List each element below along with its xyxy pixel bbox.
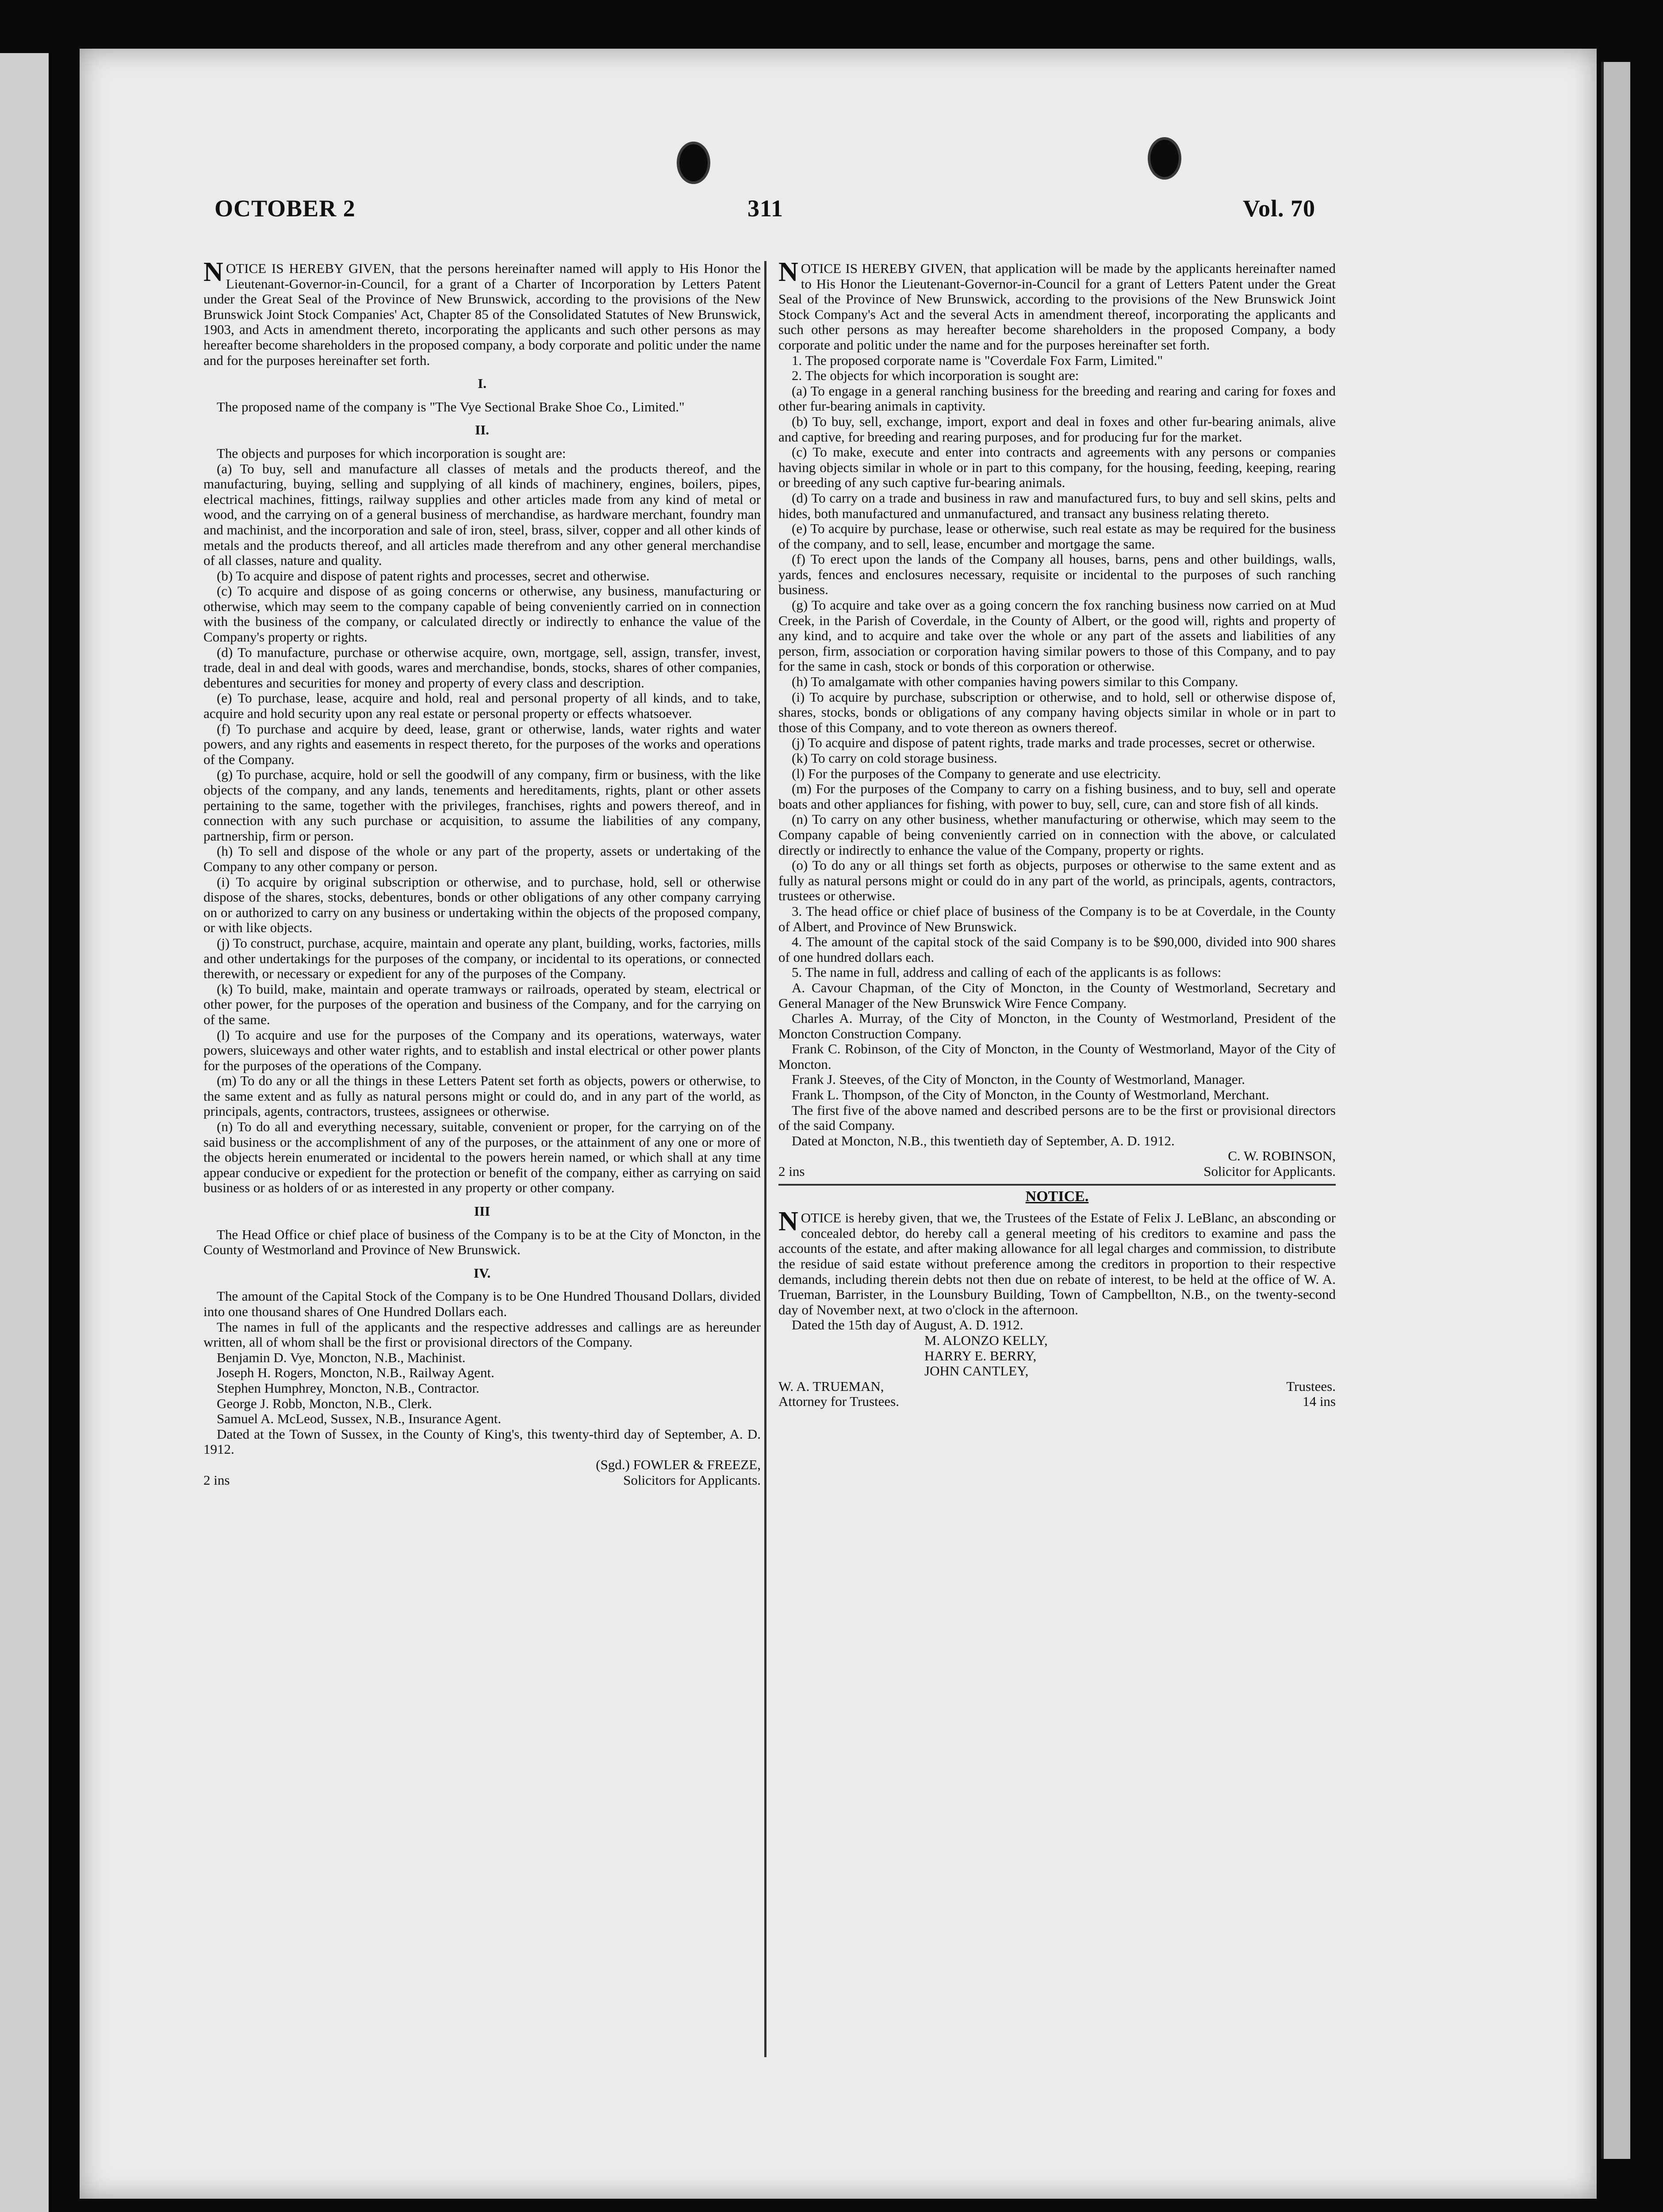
object-item: (e) To acquire by purchase, lease or otherwise, such real estate as may be required for the business of the company, and to sell, lease, encumber and mortgage the same. [778,521,1336,552]
object-item: (a) To buy, sell and manufacture all classes of metals and the products thereof, and the manufacturing, buying, selling and supplying of all kinds of machinery, engines, boilers, pipes, electrical machines, fittings, railway supplies and other articles made from any kind of metal or wood, and the carrying on of a general business of merchandise, as hardware merchant, foundry man and machinist, and the incorporation and sale of iron, steel, brass, silver, copper and all other kinds of metals and the products thereof, and all articles made therefrom and any other general merchandise of all classes, nature and quality. [203,461,761,568]
object-item: (b) To acquire and dispose of patent rights and processes, secret and otherwise. [217,568,650,584]
signature-footer [203,1473,761,1488]
trustee-name: M. ALONZO KELLY, [924,1332,1048,1348]
object-item: (i) To acquire by purchase, subscription or otherwise, and to hold, sell or otherwise dispose of, shares, stocks, bonds or obligations of any company having objects similar in whole or in part to those of this Company, and to vote thereon as owners thereof. [778,689,1336,735]
company-name-para: The proposed name of the company is "The Vye Sectional Brake Shoe Co., Limited." [217,399,685,415]
objects-intro: The objects and purposes for which incorporation is sought are: [217,445,566,461]
numbered-para: 5. The name in full, address and calling of each of the applicants is as follows: [792,964,1222,980]
punch-hole [1148,137,1181,180]
trustee-name: JOHN CANTLEY, [924,1363,1029,1379]
object-item: (d) To carry on a trade and business in raw and manufactured furs, to buy and sell skins, pelts and hides, both manufactured and unmanufactured, and transact any business relating thereto. [778,490,1336,521]
trustee-name: HARRY E. BERRY, [924,1348,1037,1363]
object-item: (n) To do all and everything necessary, suitable, convenient or proper, for the carrying on of the said business or the accomplishment of any of the purposes, or the attainment of any one or more of the objects herein enumerated or incidental to the powers herein named, or which shall at any time appear conducive or expedient for the protection or benefit of the company, either as carrying on said business or as holders of or as interested in any property or other company. [203,1119,761,1196]
drop-cap: N [778,1206,798,1237]
object-item: (o) To do any or all things set forth as objects, purposes or otherwise to the same extent and as fully as natural persons might or could do in any part of the world, as principals, agents, contractors, trustees or otherwise. [778,857,1336,904]
object-item: (j) To acquire and dispose of patent rights, trade marks and trade processes, secret or otherwise. [792,735,1315,751]
attorney-name: W. A. TRUEMAN, [778,1378,884,1394]
names-intro: The names in full of the applicants and the respective addresses and callings are as hereunder written, all of whom shall be the first or provisional directors of the Company. [203,1319,761,1350]
directors-para: The first five of the above named and described persons are to be the first or provisional directors of the said Company. [778,1102,1336,1133]
drop-cap: N [778,261,798,287]
applicant-line: Benjamin D. Vye, Moncton, N.B., Machinist. [217,1349,466,1365]
insertion-count: 2 ins [778,1164,805,1179]
section-heading: II. [475,422,489,438]
object-item: (k) To build, make, maintain and operate tramways or railroads, operated by steam, electrical or other power, for the purposes of the operation and business of the Company, and for the carrying on of the same. [203,981,761,1027]
notice-title: NOTICE. [1025,1188,1089,1205]
applicant-line: Samuel A. McLeod, Sussex, N.B., Insurance Agent. [217,1411,502,1427]
object-item: (f) To erect upon the lands of the Company all houses, barns, pens and other buildings, walls, yards, fences and enclosures necessary, requisite or incidental to the purposes of such ranching business. [778,551,1336,598]
applicant-line: Joseph H. Rogers, Moncton, N.B., Railway Agent. [217,1365,494,1381]
dated-line: Dated at Moncton, N.B., this twentieth day of September, A. D. 1912. [792,1133,1175,1148]
applicant-line: Stephen Humphrey, Moncton, N.B., Contractor. [217,1380,479,1396]
signature-footer [778,1164,1336,1179]
object-item: (m) To do any or all the things in these Letters Patent set forth as objects, powers or otherwise, to the same extent and as fully as natural persons might or could do, and in any part of the world, as principals, agents, contractors, trustees, assignees or otherwise. [203,1073,761,1119]
object-item: (h) To amalgamate with other companies having powers similar to this Company. [792,674,1238,690]
punch-hole [677,142,710,184]
solicitor-role: Solicitor for Applicants. [1203,1164,1336,1179]
insertion-count: 2 ins [203,1472,230,1488]
applicant-line: George J. Robb, Moncton, N.B., Clerk. [217,1395,432,1411]
signature-line: (Sgd.) FOWLER & FREEZE, [596,1456,761,1472]
adjacent-page-edge [0,53,51,2212]
drop-cap: N [203,261,223,287]
object-item: (i) To acquire by original subscription or otherwise, and to purchase, hold, sell or otherwise dispose of the shares, stocks, debentures, bonds or other obligations of any other company carrying on or authorized to carry on any business or undertaking within the objects of the proposed company, or with like objects. [203,874,761,936]
dated-line: Dated the 15th day of August, A. D. 1912. [792,1317,1023,1333]
notice-intro: NOTICE IS HEREBY GIVEN, that the persons hereinafter named will apply to His Honor the Lieutenant-Governor-in-Council, for a grant of a Charter of Incorporation by Letters Patent under the Great Seal of the Province of New Brunswick, according to the provisions of the New Brunswick Joint Stock Companies' Act, Chapter 85 of the Consolidated Statutes of New Brunswick, 1903, and Acts in amendment thereto, incorporating the applicants and such other persons as may hereafter become shareholders in the proposed company, a body corporate and politic under the name and for the purposes hereinafter set forth. [203,261,761,368]
section-rule [778,1184,1336,1186]
binding-edge [1601,62,1630,2159]
solicitor-role: Solicitors for Applicants. [623,1472,761,1488]
attorney-line [778,1379,1336,1394]
attorney-role: Attorney for Trustees. [778,1394,899,1409]
trustees-label: Trustees. [1286,1378,1336,1394]
left-column [203,261,761,2066]
object-item: (a) To engage in a general ranching business for the breeding and rearing and caring for foxes and other fur-bearing animals in captivity. [778,383,1336,414]
attorney-footer [778,1394,1336,1409]
object-item: (f) To purchase and acquire by deed, lease, grant or otherwise, lands, water rights and water powers, and any rights and easements in respect thereto, for the purposes of the works and operations of the Company. [203,721,761,767]
page-number: 311 [747,195,784,222]
object-item: (c) To make, execute and enter into contracts and agreements with any persons or companies having objects similar in whole or in part to this company, for the housing, feeding, keeping, rearing or breeding of any such captive fur-bearing animals. [778,444,1336,491]
applicant-line: Frank L. Thompson, of the City of Moncton, in the County of Westmorland, Merchant. [792,1087,1269,1103]
object-item: (m) For the purposes of the Company to carry on a fishing business, and to buy, sell and operate boats and other appliances for fishing, with power to buy, sell, cure, can and store fish of all kinds. [778,781,1336,812]
numbered-para: 2. The objects for which incorporation is sought are: [792,368,1079,384]
applicant-line: A. Cavour Chapman, of the City of Moncton, in the County of Westmorland, Secretary and General Manager of the New Brunswick Wire Fence Company. [778,979,1336,1011]
object-item: (l) To acquire and use for the purposes of the Company and its operations, waterways, water powers, sluiceways and other water rights, and to establish and instal electrical or other power plants for the purposes of the operations of the Company. [203,1027,761,1073]
object-item: (g) To acquire and take over as a going concern the fox ranching business now carried on at Mud Creek, in the Parish of Coverdale, in the County of Albert, or the good will, rights and property of any kind, and to acquire and take over the whole or any part of the assets and liabilities of any person, firm, association or corporation having similar powers to those of this Company, and to pay for the same in cash, stock or bonds of this corporation or otherwise. [778,597,1336,674]
head-office-para: The Head Office or chief place of business of the Company is to be at the City of Moncton, in the County of Westmorland and Province of New Brunswick. [203,1226,761,1258]
column-divider [764,261,766,2057]
numbered-para: 4. The amount of the capital stock of the said Company is to be $90,000, divided into 900 shares of one hundred dollars each. [778,934,1336,965]
section-heading: IV. [473,1265,491,1281]
insertion-count: 14 ins [1303,1394,1336,1409]
applicant-line: Frank J. Steeves, of the City of Moncton, in the County of Westmorland, Manager. [792,1071,1245,1087]
page-date: OCTOBER 2 [215,195,356,222]
section-heading: III [474,1203,490,1219]
applicant-line: Charles A. Murray, of the City of Moncton, in the County of Westmorland, President of the Moncton Construction Company. [778,1010,1336,1041]
applicant-line: Frank C. Robinson, of the City of Moncton, in the County of Westmorland, Mayor of the City of Moncton. [778,1041,1336,1072]
dated-line: Dated at the Town of Sussex, in the County of King's, this twenty-third day of September, A. D. 1912. [203,1426,761,1457]
numbered-para: 1. The proposed corporate name is "Coverdale Fox Farm, Limited." [792,352,1163,368]
object-item: (k) To carry on cold storage business. [792,750,997,766]
object-item: (c) To acquire and dispose of as going concerns or otherwise, any business, manufacturing or otherwise, which may seem to the company capable of being conveniently carried on in connection with the business of the company, or calculated directly or indirectly to enhance the value of the Company's property or rights. [203,583,761,645]
object-item: (n) To carry on any other business, whether manufacturing or otherwise, which may seem to the Company capable of being conveniently carried on in connection with the above, or calculated directly or indirectly to enhance the value of the Company, property or rights. [778,811,1336,858]
signature-line: C. W. ROBINSON, [1228,1148,1336,1164]
object-item: (b) To buy, sell, exchange, import, export and deal in foxes and other fur-bearing animals, alive and captive, for breeding and rearing purposes, and for producing fur for the market. [778,413,1336,445]
object-item: (l) For the purposes of the Company to generate and use electricity. [792,765,1161,781]
object-item: (d) To manufacture, purchase or otherwise acquire, own, mortgage, sell, assign, transfer, invest, trade, deal in and deal with goods, wares and merchandise, bonds, stocks, shares of other companies, debentures and securities for money and property of every class and description. [203,644,761,691]
right-column [778,261,1336,2039]
object-item: (h) To sell and dispose of the whole or any part of the property, assets or undertaking of the Company to any other company or person. [203,843,761,874]
section-heading: I. [478,376,487,392]
object-item: (j) To construct, purchase, acquire, maintain and operate any plant, building, works, factories, mills and other undertakings for the purposes of the company, or incidental to its operations, or connected therewith, or necessary or expedient for any of the purposes of the Company. [203,935,761,982]
object-item: (g) To purchase, acquire, hold or sell the goodwill of any company, firm or business, with the like objects of the company, and any lands, tenements and hereditaments, rights, plant or other assets pertaining to the same, together with the privileges, franchises, rights and powers thereof, and in connection with any such purchase or acquisition, to assume the liabilities of any company, partnership, firm or person. [203,767,761,844]
capital-para: The amount of the Capital Stock of the Company is to be One Hundred Thousand Dollars, divided into one thousand shares of One Hundred Dollars each. [203,1288,761,1319]
volume-label: Vol. 70 [1243,195,1316,222]
object-item: (e) To purchase, lease, acquire and hold, real and personal property of all kinds, and to take, acquire and hold security upon any real estate or personal property or effects whatsoever. [203,690,761,722]
notice-body: NOTICE is hereby given, that we, the Trustees of the Estate of Felix J. LeBlanc, an absconding or concealed debtor, do hereby call a general meeting of his creditors to examine and pass the accounts of the estate, and after making allowance for all legal charges and commission, to distribute the residue of said estate without preference among the creditors in proportion to their respective demands, including therein debts not then due on rebate of interest, to be held at the office of W. A. Trueman, Barrister, in the Lounsbury Building, Town of Campbellton, N.B., on the twenty-second day of November next, at two o'clock in the afternoon. [778,1206,1336,1317]
notice-intro: NOTICE IS HEREBY GIVEN, that application will be made by the applicants hereinafter named to His Honor the Lieutenant-Governor-in-Council for a grant of Letters Patent under the Great Seal of the Province of New Brunswick, according to the provisions of the New Brunswick Joint Stock Company's Act and the several Acts in amendment thereof, incorporating the applicants and such other persons as may hereafter become shareholders in the proposed Company, a body corporate and politic under the name and for the purposes hereinafter set forth. [778,261,1336,353]
numbered-para: 3. The head office or chief place of business of the Company is to be at Coverdale, in the County of Albert, and Province of New Brunswick. [778,903,1336,934]
